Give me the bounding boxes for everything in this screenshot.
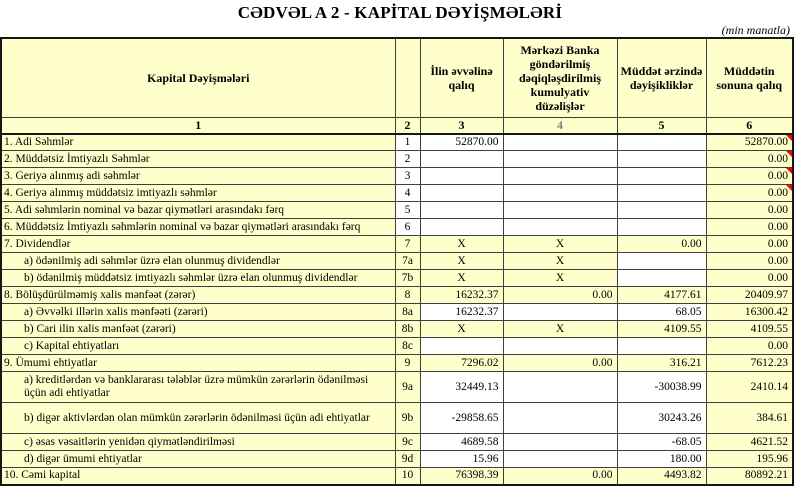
cell-c3: X xyxy=(420,253,503,270)
cell-c4[interactable] xyxy=(503,372,617,403)
row-code: 6 xyxy=(395,219,420,236)
row-code: 9c xyxy=(395,434,420,451)
cell-c5: 0.00 xyxy=(617,236,706,253)
col-header-mudet-erzinde-deyisiklikler: Müddət ərzində dəyişikliklər xyxy=(617,38,706,117)
row-code: 9a xyxy=(395,372,420,403)
row-label: 3. Geriyə alınmış adi səhmlər xyxy=(1,168,395,185)
capital-changes-table xyxy=(0,37,794,486)
cell-c6: 195.96 xyxy=(706,451,793,468)
row-code: 9d xyxy=(395,451,420,468)
cell-c4: X xyxy=(503,253,617,270)
cell-c4[interactable] xyxy=(503,304,617,321)
row-label: 6. Müddətsiz İmtiyazlı səhmlərin nominal və bazar qiymətləri arasındakı fərq xyxy=(1,219,395,236)
cell-c3: 7296.02 xyxy=(420,355,503,372)
row-label: 9. Ümumi ehtiyatlar xyxy=(1,355,395,372)
cell-c3[interactable]: 4689.58 xyxy=(420,434,503,451)
table-row xyxy=(1,202,793,219)
table-row xyxy=(1,451,793,468)
row-label: 4. Geriyə alınmış müddətsiz imtiyazlı səhmlər xyxy=(1,185,395,202)
column-number-row xyxy=(1,117,793,134)
row-code: 8 xyxy=(395,287,420,304)
cell-c4: 0.00 xyxy=(503,287,617,304)
row-label: 5. Adi səhmlərin nominal və bazar qiymətləri arasındakı fərq xyxy=(1,202,395,219)
unit-note: (min manatla) xyxy=(721,23,790,37)
cell-c5[interactable]: -68.05 xyxy=(617,434,706,451)
col-header-code-spacer xyxy=(395,38,420,117)
row-code: 8c xyxy=(395,338,420,355)
cell-c4[interactable] xyxy=(503,151,617,168)
cell-c5[interactable] xyxy=(617,338,706,355)
row-code: 5 xyxy=(395,202,420,219)
table-row xyxy=(1,434,793,451)
table-body xyxy=(1,134,793,485)
row-code: 8a xyxy=(395,304,420,321)
col-header-muddetin-sonuna-qaliq: Müddətin sonuna qalıq xyxy=(706,38,793,117)
cell-c5: 4493.82 xyxy=(617,468,706,485)
cell-c4[interactable] xyxy=(503,451,617,468)
page-title: CƏDVƏL A 2 - KAPİTAL DƏYİŞMƏLƏRİ xyxy=(237,3,563,22)
cell-c5[interactable] xyxy=(617,151,706,168)
row-label: a) kreditlərdən və banklararası tələblər üzrə mümkün zərərlərin ödənilməsi üçün adi ehtiyatlar xyxy=(1,372,395,403)
row-label: b) ödənilmiş müddətsiz imtiyazlı səhmlər üzrə elan olunmuş dividendlər xyxy=(1,270,395,287)
cell-c5: 4177.61 xyxy=(617,287,706,304)
cell-c5: 316.21 xyxy=(617,355,706,372)
table-row xyxy=(1,168,793,185)
row-code: 7b xyxy=(395,270,420,287)
table-row xyxy=(1,151,793,168)
table-row xyxy=(1,287,793,304)
cell-c5[interactable] xyxy=(617,134,706,151)
cell-c3[interactable] xyxy=(420,185,503,202)
cell-c4[interactable] xyxy=(503,202,617,219)
table-row xyxy=(1,372,793,403)
table-row xyxy=(1,219,793,236)
cell-c5[interactable] xyxy=(617,253,706,270)
column-number-1: 1 xyxy=(1,117,395,134)
table-row xyxy=(1,355,793,372)
column-number-2: 2 xyxy=(395,117,420,134)
cell-c6: 80892.21 xyxy=(706,468,793,485)
row-code: 8b xyxy=(395,321,420,338)
cell-c3: X xyxy=(420,321,503,338)
cell-c4[interactable] xyxy=(503,185,617,202)
cell-c6: 0.00 xyxy=(706,338,793,355)
comment-indicator-icon xyxy=(786,151,792,157)
row-code: 9 xyxy=(395,355,420,372)
cell-c6: 0.00 xyxy=(706,253,793,270)
col-header-ilin-evveline-qaliq: İlin əvvəlinə qalıq xyxy=(420,38,503,117)
cell-c6: 0.00 xyxy=(706,236,793,253)
cell-c3[interactable]: 32449.13 xyxy=(420,372,503,403)
cell-c6: 0.00 xyxy=(706,168,793,185)
cell-c5[interactable] xyxy=(617,202,706,219)
cell-c4[interactable] xyxy=(503,338,617,355)
table-row xyxy=(1,403,793,434)
row-label: c) Kapital ehtiyatları xyxy=(1,338,395,355)
cell-c3[interactable]: 15.96 xyxy=(420,451,503,468)
cell-c3[interactable] xyxy=(420,202,503,219)
cell-c3: X xyxy=(420,236,503,253)
cell-c6: 4621.52 xyxy=(706,434,793,451)
cell-c5[interactable]: -30038.99 xyxy=(617,372,706,403)
col-header-kumulyativ-duzelisler: Mərkəzi Banka göndərilmiş dəqiqləşdirilmiş kumulyativ düzəlişlər xyxy=(503,38,617,117)
cell-c5[interactable] xyxy=(617,185,706,202)
cell-c5: 4109.55 xyxy=(617,321,706,338)
cell-c6: 52870.00 xyxy=(706,134,793,151)
column-number-4: 4 xyxy=(503,117,617,134)
column-number-3: 3 xyxy=(420,117,503,134)
cell-c4: 0.00 xyxy=(503,468,617,485)
cell-c6: 0.00 xyxy=(706,270,793,287)
cell-c6: 0.00 xyxy=(706,202,793,219)
cell-c4: 0.00 xyxy=(503,355,617,372)
col-header-kapital-deyismeleri: Kapital Dəyişmələri xyxy=(1,38,395,117)
row-code: 2 xyxy=(395,151,420,168)
cell-c6: 0.00 xyxy=(706,219,793,236)
row-label: b) digər aktivlərdən olan mümkün zərərlərin ödənilməsi üçün adi ehtiyatlar xyxy=(1,403,395,434)
table-row xyxy=(1,270,793,287)
cell-c5[interactable] xyxy=(617,219,706,236)
cell-c3[interactable] xyxy=(420,168,503,185)
cell-c3[interactable]: 52870.00 xyxy=(420,134,503,151)
row-label: 7. Dividendlər xyxy=(1,236,395,253)
table-row xyxy=(1,321,793,338)
cell-c4[interactable] xyxy=(503,219,617,236)
row-code: 7 xyxy=(395,236,420,253)
cell-c3[interactable] xyxy=(420,151,503,168)
cell-c4: X xyxy=(503,236,617,253)
table-row xyxy=(1,304,793,321)
cell-c4[interactable] xyxy=(503,168,617,185)
row-label: 1. Adi Səhmlər xyxy=(1,134,395,151)
row-label: d) digər ümumi ehtiyatlar xyxy=(1,451,395,468)
row-label: 10. Cəmi kapital xyxy=(1,468,395,485)
cell-c6: 0.00 xyxy=(706,185,793,202)
table-row xyxy=(1,253,793,270)
cell-c4: X xyxy=(503,321,617,338)
row-code: 3 xyxy=(395,168,420,185)
row-code: 10 xyxy=(395,468,420,485)
table-row xyxy=(1,338,793,355)
cell-c6: 16300.42 xyxy=(706,304,793,321)
table-row xyxy=(1,185,793,202)
cell-c6: 20409.97 xyxy=(706,287,793,304)
cell-c6: 0.00 xyxy=(706,151,793,168)
cell-c3: 76398.39 xyxy=(420,468,503,485)
cell-c4[interactable] xyxy=(503,434,617,451)
cell-c5[interactable]: 68.05 xyxy=(617,304,706,321)
cell-c3: X xyxy=(420,270,503,287)
row-label: 8. Bölüşdürülməmiş xalis mənfəət (zərər) xyxy=(1,287,395,304)
cell-c3[interactable]: -29858.65 xyxy=(420,403,503,434)
cell-c5[interactable]: 30243.26 xyxy=(617,403,706,434)
cell-c6: 7612.23 xyxy=(706,355,793,372)
cell-c4: X xyxy=(503,270,617,287)
table-row xyxy=(1,468,793,485)
row-label: a) Əvvəlki illərin xalis mənfəəti (zərəri) xyxy=(1,304,395,321)
cell-c5[interactable] xyxy=(617,168,706,185)
table-row xyxy=(1,134,793,151)
row-label: c) əsas vəsaitlərin yenidən qiymətləndirilməsi xyxy=(1,434,395,451)
cell-c3[interactable] xyxy=(420,338,503,355)
comment-indicator-icon xyxy=(786,168,792,174)
row-code: 7a xyxy=(395,253,420,270)
cell-c6: 4109.55 xyxy=(706,321,793,338)
row-label: 2. Müddətsiz İmtiyazlı Səhmlər xyxy=(1,151,395,168)
comment-indicator-icon xyxy=(786,185,792,191)
row-code: 1 xyxy=(395,134,420,151)
table-row xyxy=(1,236,793,253)
cell-c5[interactable] xyxy=(617,270,706,287)
row-label: a) ödənilmiş adi səhmlər üzrə elan olunmuş dividendlər xyxy=(1,253,395,270)
row-code: 9b xyxy=(395,403,420,434)
comment-indicator-icon xyxy=(786,135,792,141)
cell-c3: 16232.37 xyxy=(420,287,503,304)
cell-c3[interactable] xyxy=(420,219,503,236)
cell-c6: 2410.14 xyxy=(706,372,793,403)
column-number-5: 5 xyxy=(617,117,706,134)
cell-c4[interactable] xyxy=(503,134,617,151)
row-label: b) Cari ilin xalis mənfəət (zərəri) xyxy=(1,321,395,338)
row-code: 4 xyxy=(395,185,420,202)
column-number-6: 6 xyxy=(706,117,793,134)
cell-c3[interactable]: 16232.37 xyxy=(420,304,503,321)
cell-c4[interactable] xyxy=(503,403,617,434)
cell-c6: 384.61 xyxy=(706,403,793,434)
header-row xyxy=(1,38,793,117)
cell-c5[interactable]: 180.00 xyxy=(617,451,706,468)
